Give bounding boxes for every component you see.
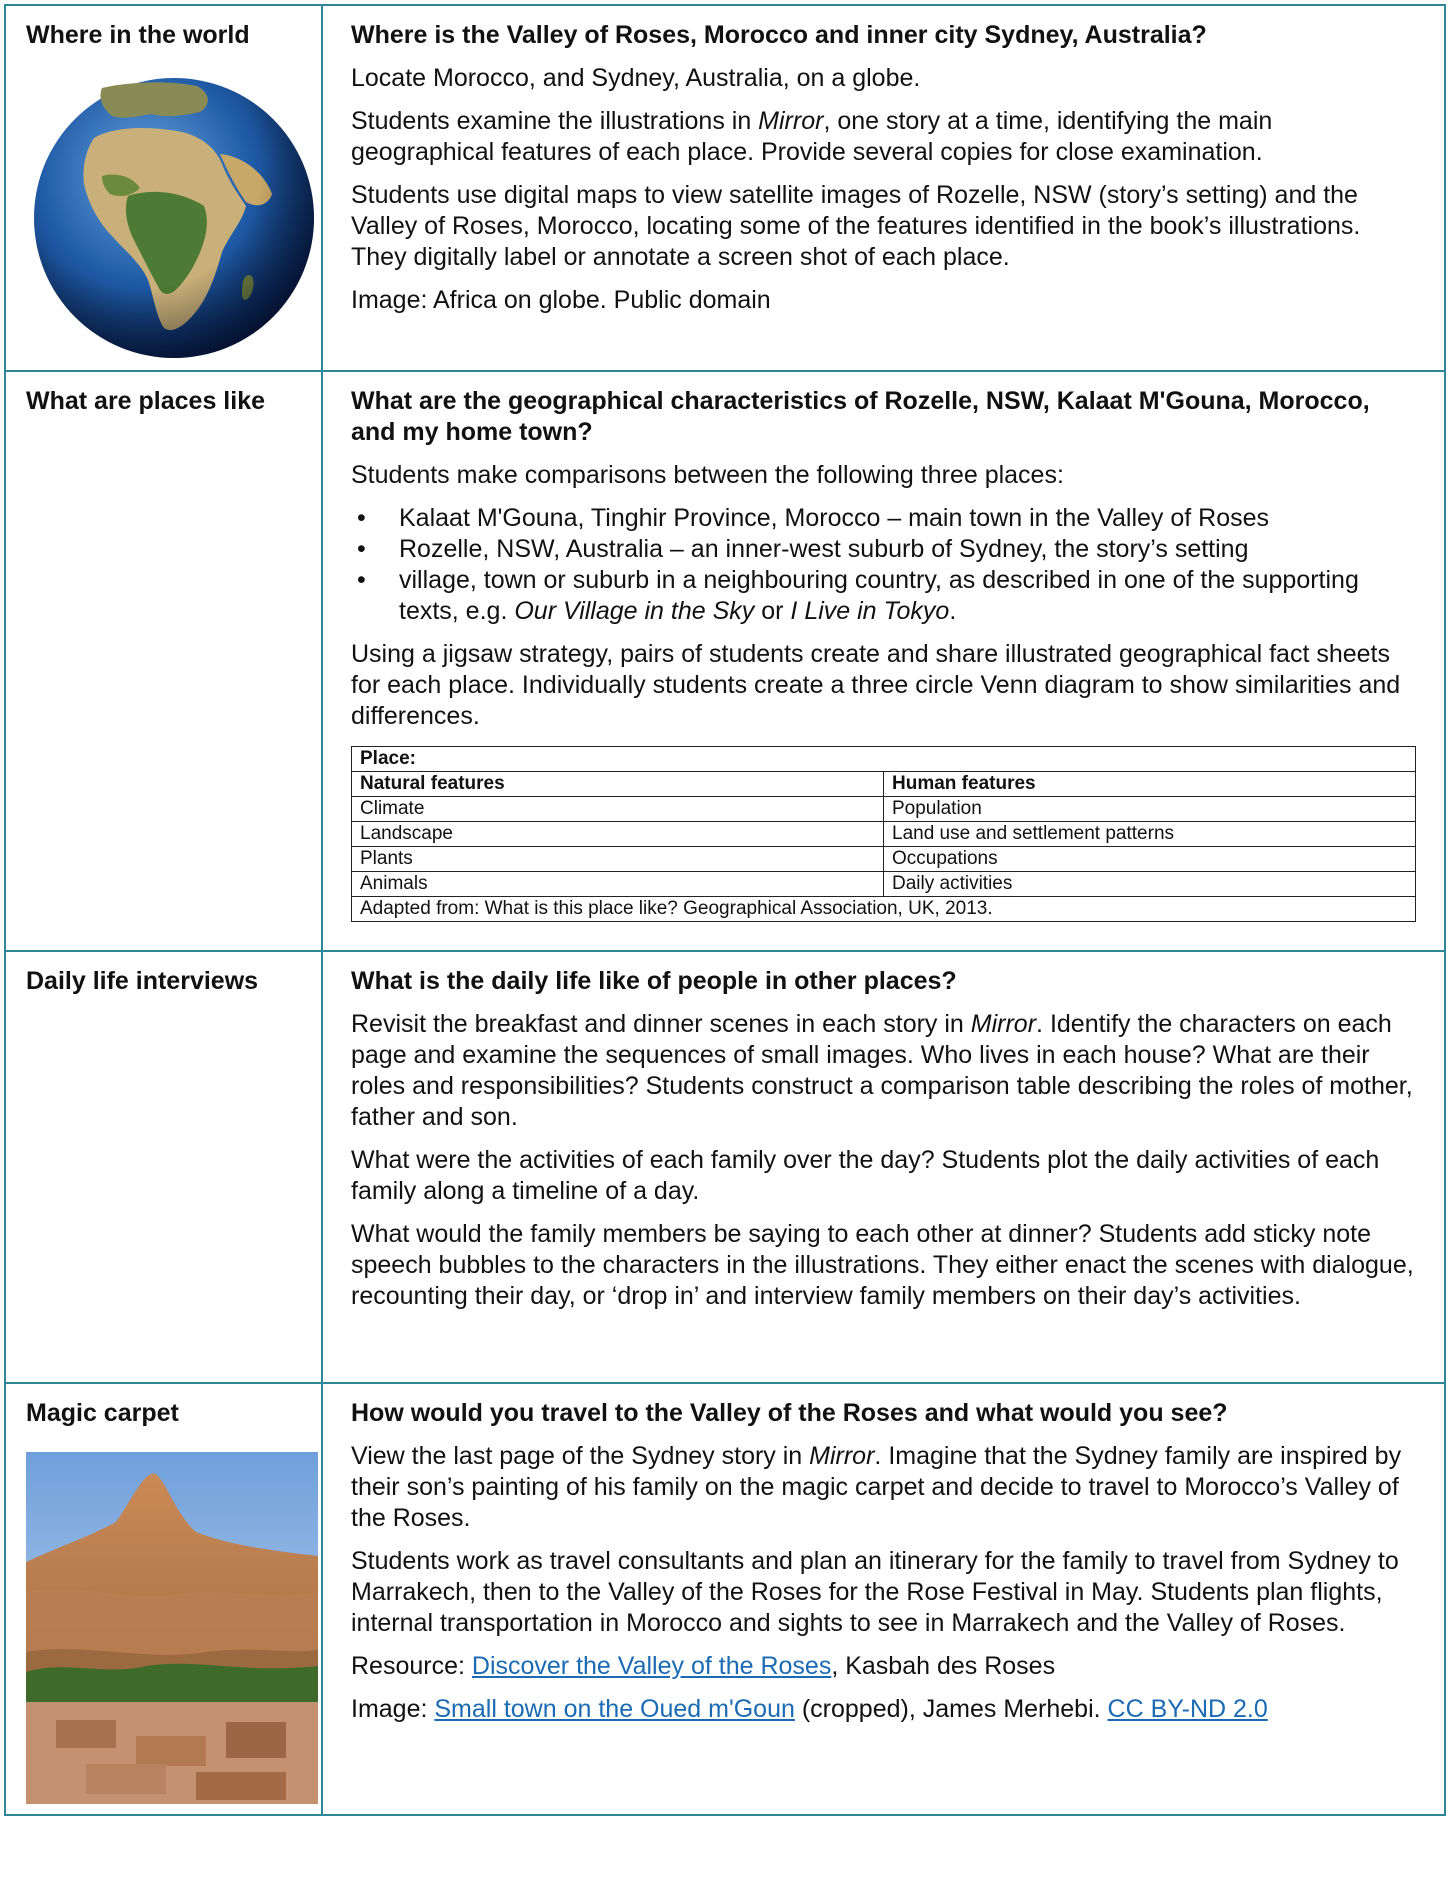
book-title: Mirror <box>970 1010 1037 1038</box>
resource-link[interactable]: Discover the Valley of the Roses <box>471 1652 832 1680</box>
paragraph: View the last page of the Sydney story in Mirror. Imagine that the Sydney family are inspired by their son’s painting of his family on the magic carpet and decide to travel to Morocco’s Valley of the Roses. <box>351 1442 1402 1532</box>
row-label-cell <box>5 1383 322 1815</box>
table-row <box>352 872 1416 897</box>
paragraph: Using a jigsaw strategy, pairs of students create and share illustrated geographical fact sheets for each place. Individually students create a three circle Venn diagram to show similarities and differences. <box>351 640 1401 730</box>
table-cell: Animals <box>352 872 884 897</box>
book-title: Mirror <box>809 1442 875 1470</box>
row-content-cell <box>322 371 1445 951</box>
row-content-cell <box>322 1383 1445 1815</box>
resource-line: Resource: Discover the Valley of the Roses, Kasbah des Roses <box>351 1652 1056 1680</box>
paragraph: Students use digital maps to view satellite images of Rozelle, NSW (story’s setting) and the Valley of Roses, Morocco, locating some of the features identified in the book’s illustrations. They digitally label or annotate a screen shot of each place. <box>351 181 1361 271</box>
valley-photo <box>26 1452 318 1804</box>
list-item: • village, town or suburb in a neighbouring country, as described in one of the supporting texts, e.g. Our Village in the Sky or I Live in Tokyo. <box>351 565 1416 627</box>
paragraph: What would the family members be saying to each other at dinner? Students add sticky note speech bubbles to the characters in the illustrations. They either enact the scenes with dialogue, recounting their day, or ‘drop in’ and interview family members on their day’s activities. <box>351 1220 1414 1310</box>
section-question: How would you travel to the Valley of the Roses and what would you see? <box>351 1399 1228 1427</box>
section-question: What are the geographical characteristics of Rozelle, NSW, Kalaat M'Gouna, Morocco, and my home town? <box>351 387 1370 446</box>
license-link[interactable]: CC BY-ND 2.0 <box>1107 1695 1268 1723</box>
row-label: Daily life interviews <box>26 967 259 995</box>
activities-table <box>4 4 1446 1816</box>
mountain-town-photo-icon <box>26 1452 318 1804</box>
row-content-cell <box>322 5 1445 371</box>
table-cell: Climate <box>352 797 884 822</box>
places-list <box>351 503 1416 627</box>
table-cell: Land use and settlement patterns <box>884 822 1416 847</box>
row-label-cell <box>5 951 322 1383</box>
table-cell: Occupations <box>884 847 1416 872</box>
row-what-are-places-like <box>5 371 1445 951</box>
paragraph: Students work as travel consultants and plan an itinerary for the family to travel from Sydney to Marrakech, then to the Valley of the Roses for the Rose Festival in May. Students plan flights, internal transportation in Morocco and sights to see in Marrakech and the Valley of Roses. <box>351 1547 1399 1637</box>
paragraph: What were the activities of each family over the day? Students plot the daily activities of each family along a timeline of a day. <box>351 1146 1380 1205</box>
features-table <box>351 746 1416 922</box>
list-item: • Kalaat M'Gouna, Tinghir Province, Morocco – main town in the Valley of Roses <box>351 503 1416 534</box>
paragraph: Locate Morocco, and Sydney, Australia, on a globe. <box>351 64 921 92</box>
table-footer: Adapted from: What is this place like? Geographical Association, UK, 2013. <box>352 897 1416 922</box>
row-daily-life-interviews <box>5 951 1445 1383</box>
image-source-link[interactable]: Small town on the Oued m'Goun <box>434 1695 795 1723</box>
globe-image <box>32 76 316 360</box>
image-credit: Image: Africa on globe. Public domain <box>351 286 771 314</box>
row-where-in-the-world <box>5 5 1445 371</box>
table-cell: Plants <box>352 847 884 872</box>
table-cell: Daily activities <box>884 872 1416 897</box>
row-label: What are places like <box>26 387 266 415</box>
section-question: What is the daily life like of people in other places? <box>351 967 957 995</box>
row-magic-carpet <box>5 1383 1445 1815</box>
natural-features-header: Natural features <box>352 772 884 797</box>
table-row <box>352 847 1416 872</box>
row-label-cell <box>5 5 322 371</box>
row-label: Where in the world <box>26 21 250 49</box>
paragraph: Revisit the breakfast and dinner scenes in each story in Mirror. Identify the characters on each page and examine the sequences of small images. Who lives in each house? What are their roles and responsibilities? Students construct a comparison table describing the roles of mother, father and son. <box>351 1010 1413 1131</box>
row-label: Magic carpet <box>26 1399 179 1427</box>
paragraph: Students examine the illustrations in Mirror, one story at a time, identifying the main geographical features of each place. Provide several copies for close examination. <box>351 107 1273 166</box>
africa-globe-icon <box>32 76 316 360</box>
human-features-header: Human features <box>884 772 1416 797</box>
row-label-cell <box>5 371 322 951</box>
book-title: Mirror <box>758 107 824 135</box>
table-cell: Landscape <box>352 822 884 847</box>
table-row <box>352 822 1416 847</box>
list-item: • Rozelle, NSW, Australia – an inner-west suburb of Sydney, the story’s setting <box>351 534 1416 565</box>
section-question: Where is the Valley of Roses, Morocco and inner city Sydney, Australia? <box>351 21 1207 49</box>
paragraph: Students make comparisons between the following three places: <box>351 461 1064 489</box>
image-credit: Image: Small town on the Oued m'Goun (cropped), James Merhebi. CC BY-ND 2.0 <box>351 1695 1268 1723</box>
row-content-cell <box>322 951 1445 1383</box>
table-row <box>352 797 1416 822</box>
place-cell: Place: <box>352 747 1416 772</box>
table-cell: Population <box>884 797 1416 822</box>
